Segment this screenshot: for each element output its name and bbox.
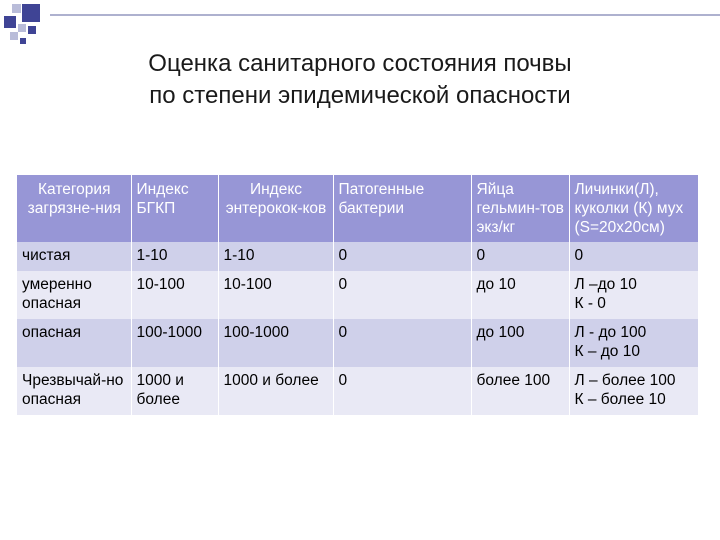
cell-enterococci: 100-1000: [218, 319, 333, 367]
cell-category: чистая: [17, 242, 131, 271]
cell-pathogens: 0: [333, 271, 471, 319]
table-row: [17, 367, 698, 415]
deco-square: [10, 32, 18, 40]
deco-square: [28, 26, 36, 34]
cell-bgkp: 100-1000: [131, 319, 218, 367]
deco-square: [22, 4, 40, 22]
header-bgkp-index: Индекс БГКП: [131, 175, 218, 242]
cell-category: опасная: [17, 319, 131, 367]
cell-helminth-eggs: до 100: [471, 319, 569, 367]
title-line-2: по степени эпидемической опасности: [149, 82, 571, 109]
contamination-table: [17, 175, 698, 415]
cell-enterococci: 1-10: [218, 242, 333, 271]
cell-fly-larvae: Л –до 10 К - 0: [569, 271, 698, 319]
cell-fly-larvae: Л - до 100 К – до 10: [569, 319, 698, 367]
cell-bgkp: 1-10: [131, 242, 218, 271]
table-row: [17, 319, 698, 367]
deco-square: [20, 38, 26, 44]
cell-helminth-eggs: более 100: [471, 367, 569, 415]
header-fly-larvae: Личинки(Л), куколки (К) мух (S=20x20см): [569, 175, 698, 242]
deco-square: [4, 16, 16, 28]
cell-pathogens: 0: [333, 367, 471, 415]
cell-fly-larvae: 0: [569, 242, 698, 271]
cell-pathogens: 0: [333, 319, 471, 367]
cell-enterococci: 1000 и более: [218, 367, 333, 415]
cell-helminth-eggs: до 10: [471, 271, 569, 319]
header-enterococci-index: Индекс энтерокок-ков: [218, 175, 333, 242]
header-helminth-eggs: Яйца гельмин-тов экз/кг: [471, 175, 569, 242]
top-divider-line: [50, 14, 720, 16]
cell-category: умеренно опасная: [17, 271, 131, 319]
cell-pathogens: 0: [333, 242, 471, 271]
header-pathogenic-bacteria: Патогенные бактерии: [333, 175, 471, 242]
slide-title: [0, 48, 720, 112]
cell-enterococci: 10-100: [218, 271, 333, 319]
cell-bgkp: 1000 и более: [131, 367, 218, 415]
deco-square: [12, 4, 21, 13]
cell-helminth-eggs: 0: [471, 242, 569, 271]
header-category: Категория загрязне-ния: [17, 175, 131, 242]
table-row: [17, 242, 698, 271]
cell-bgkp: 10-100: [131, 271, 218, 319]
title-line-1: Оценка санитарного состояния почвы: [148, 50, 572, 77]
deco-square: [18, 24, 26, 32]
cell-category: Чрезвычай-но опасная: [17, 367, 131, 415]
cell-fly-larvae: Л – более 100 К – более 10: [569, 367, 698, 415]
table-header-row: [17, 175, 698, 242]
table-row: [17, 271, 698, 319]
